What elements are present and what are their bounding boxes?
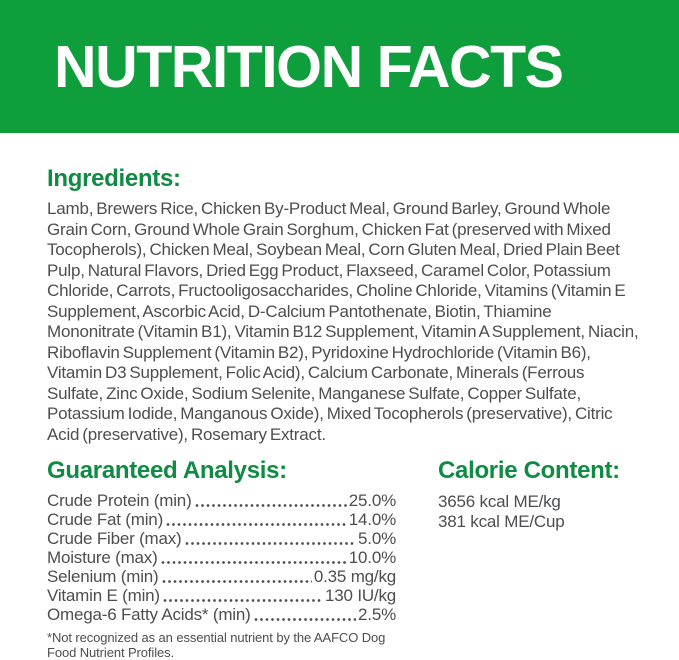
- analysis-row-value: 14.0%: [348, 510, 396, 529]
- analysis-row: [47, 548, 396, 567]
- calorie-content-heading: Calorie Content:: [438, 457, 620, 484]
- analysis-row: [47, 510, 396, 529]
- dotted-leader: [185, 541, 357, 546]
- calorie-content-section: [438, 457, 620, 532]
- aafco-footnote: *Not recognized as an essential nutrient by the AAFCO Dog Food Nutrient Profiles.: [47, 630, 386, 660]
- calorie-per-kg: 3656 kcal ME/kg: [438, 492, 561, 511]
- ingredients-text: Lamb, Brewers Rice, Chicken By-Product Meal, Ground Barley, Ground Whole Grain Corn, Ground Whole Grain Sorghum, Chicken Fat (preserved with Mixed Tocopherols), Chicken Meal, Soybean Meal, Corn Gluten Meal, Dried Plain Beet Pulp, Natural Flavors, Dried Egg Product, Flaxseed, Caramel Color, Potassium Chloride, Carrots, Fructooligosaccharides, Choline Chloride, Vitamins (Vitamin E Supplement, Ascorbic Acid, D-Calcium Pantothenate, Biotin, Thiamine Mononitrate (Vitamin B1), Vitamin B12 Supplement, Vitamin A Supplement, Niacin, Riboflavin Supplement (Vitamin B2), Pyridoxine Hydrochloride (Vitamin B6), Vitamin D3 Supplement, Folic Acid), Calcium Carbonate, Minerals (Ferrous Sulfate, Zinc Oxide, Sodium Selenite, Manganese Sulfate, Copper Sulfate, Potassium Iodide, Manganous Oxide), Mixed Tocopherols (preservative), Citric Acid (preservative), Rosemary Extract.: [47, 199, 639, 444]
- analysis-row-value: 0.35 mg/kg: [313, 567, 396, 586]
- ingredients-section: [47, 165, 639, 445]
- label-content: [47, 133, 639, 660]
- analysis-row-label: Crude Protein (min): [47, 491, 192, 510]
- analysis-row-label: Crude Fiber (max): [47, 529, 182, 548]
- dotted-leader: [161, 560, 347, 565]
- analysis-and-calories: [47, 457, 639, 660]
- calorie-per-cup: 381 kcal ME/Cup: [438, 512, 565, 531]
- analysis-row-label: Selenium (min): [47, 567, 159, 586]
- analysis-row: [47, 605, 396, 624]
- guaranteed-analysis-heading: Guaranteed Analysis:: [47, 457, 287, 484]
- dotted-leader: [254, 617, 356, 622]
- analysis-row-label: Crude Fat (min): [47, 510, 164, 529]
- guaranteed-analysis-table: [47, 491, 396, 624]
- analysis-row-value: 2.5%: [358, 605, 396, 624]
- analysis-row-label: Vitamin E (min): [47, 586, 160, 605]
- analysis-row: [47, 529, 396, 548]
- calorie-content-values: [438, 492, 620, 532]
- banner: [0, 0, 679, 133]
- analysis-row-label: Omega-6 Fatty Acids* (min): [47, 605, 251, 624]
- analysis-row: [47, 586, 396, 605]
- dotted-leader: [195, 503, 347, 508]
- analysis-row-value: 25.0%: [348, 491, 396, 510]
- dotted-leader: [163, 598, 323, 603]
- analysis-row-value: 10.0%: [348, 548, 396, 567]
- analysis-row-label: Moisture (max): [47, 548, 158, 567]
- dotted-leader: [166, 522, 347, 527]
- analysis-row: [47, 491, 396, 510]
- analysis-row-value: 130 IU/kg: [325, 586, 396, 605]
- analysis-row-value: 5.0%: [358, 529, 396, 548]
- dotted-leader: [162, 579, 312, 584]
- ingredients-heading: Ingredients:: [47, 165, 181, 192]
- guaranteed-analysis-section: [47, 457, 396, 660]
- analysis-row: [47, 567, 396, 586]
- banner-title: NUTRITION FACTS: [54, 33, 563, 100]
